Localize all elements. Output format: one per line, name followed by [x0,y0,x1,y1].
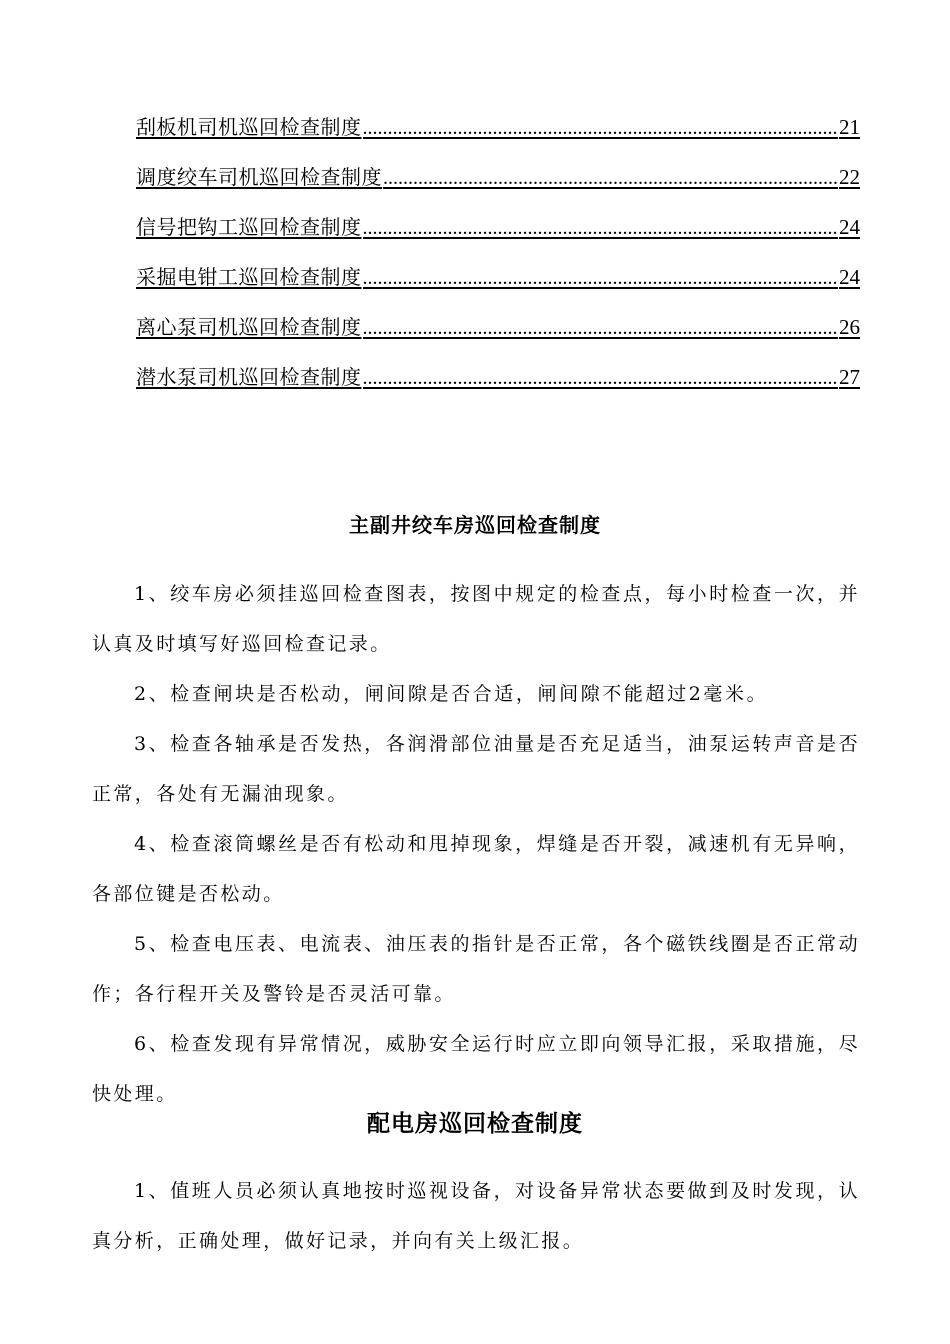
toc-entry-title: 刮板机司机巡回检查制度 [136,115,362,139]
toc-entry-signal-hooker[interactable] [136,211,860,261]
toc-dot-leader [383,167,838,190]
toc-entry-submersible-pump[interactable] [136,361,860,411]
toc-entry-title: 调度绞车司机巡回检查制度 [136,165,382,189]
toc-entry-title: 信号把钩工巡回检查制度 [136,215,362,239]
toc-page-number: 22 [839,165,860,189]
toc-dot-leader [363,267,839,290]
toc-dot-leader [363,317,839,340]
toc-entry-electrician[interactable] [136,261,860,311]
toc-page-number: 27 [839,365,860,389]
section-heading-power-room: 配电房巡回检查制度 [367,1110,583,1137]
toc-entry-title: 离心泵司机巡回检查制度 [136,315,362,339]
paragraph: 1、值班人员必须认真地按时巡视设备，对设备异常状态要做到及时发现，认真分析，正确处理，做好记录，并向有关上级汇报。 [92,1180,860,1252]
toc-dot-leader [363,217,839,240]
paragraph: 2、检查闸块是否松动，闸间隙是否合适，闸间隙不能超过2毫米。 [134,683,769,705]
toc-entry-centrifugal-pump[interactable] [136,311,860,361]
paragraph: 6、检查发现有异常情况，威胁安全运行时应立即向领导汇报，采取措施，尽快处理。 [92,1033,860,1105]
toc-page-number: 26 [839,315,860,339]
toc-page-number: 24 [839,265,860,289]
paragraph: 4、检查滚筒螺丝是否有松动和甩掉现象，焊缝是否开裂，减速机有无异响，各部位键是否松动。 [92,833,860,905]
paragraph: 5、检查电压表、电流表、油压表的指针是否正常，各个磁铁线圈是否正常动作；各行程开关及警铃是否灵活可靠。 [92,933,860,1005]
toc-dot-leader [363,117,839,140]
toc-dot-leader [363,367,839,390]
paragraph: 1、绞车房必须挂巡回检查图表，按图中规定的检查点，每小时检查一次，并认真及时填写好巡回检查记录。 [92,583,860,655]
toc-page-number: 21 [839,115,860,139]
table-of-contents [136,111,860,411]
section-heading-hoist-room: 主副井绞车房巡回检查制度 [349,513,601,537]
toc-entry-title: 潜水泵司机巡回检查制度 [136,365,362,389]
toc-entry-scraper-driver[interactable] [136,111,860,161]
toc-entry-title: 采掘电钳工巡回检查制度 [136,265,362,289]
toc-page-number: 24 [839,215,860,239]
paragraph: 3、检查各轴承是否发热，各润滑部位油量是否充足适当，油泵运转声音是否正常，各处有无漏油现象。 [92,733,860,805]
toc-entry-winch-driver[interactable] [136,161,860,211]
